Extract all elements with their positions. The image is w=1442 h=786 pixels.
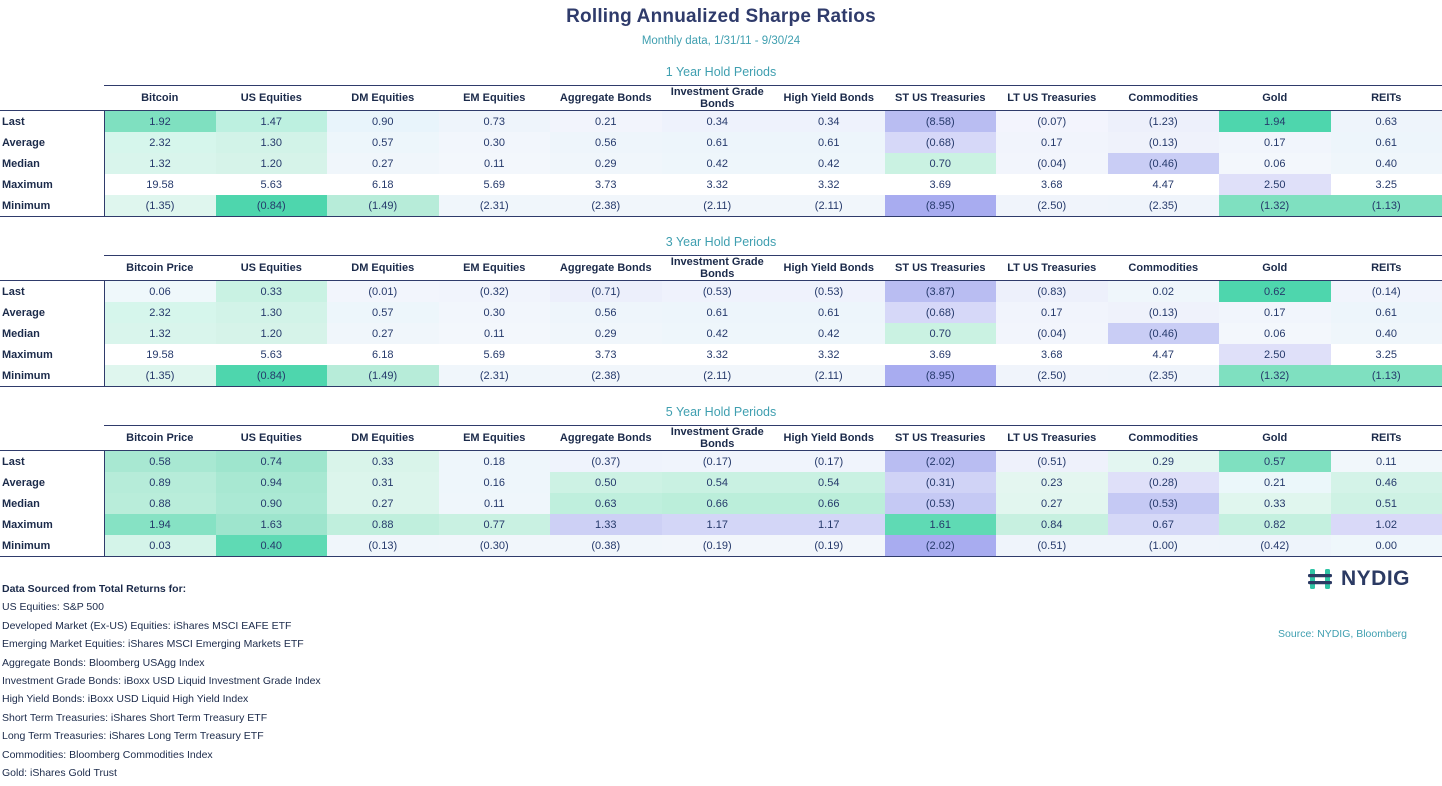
- table-cell: (0.71): [550, 281, 662, 303]
- column-header: EM Equities: [439, 86, 551, 111]
- table-cell: (2.31): [439, 195, 551, 217]
- table-cell: 0.56: [550, 132, 662, 153]
- table-cell: 2.50: [1219, 174, 1331, 195]
- table-cell: 6.18: [327, 344, 439, 365]
- tables-container: [0, 65, 1442, 557]
- hold-period-section: [0, 405, 1442, 557]
- table-cell: 0.06: [1219, 153, 1331, 174]
- table-cell: (0.17): [773, 451, 885, 473]
- source-line: Commodities: Bloomberg Commodities Index: [2, 748, 213, 761]
- column-header: Commodities: [1108, 256, 1220, 281]
- table-cell: (0.84): [216, 195, 328, 217]
- table-cell: (2.31): [439, 365, 551, 387]
- table-cell: 2.50: [1219, 344, 1331, 365]
- table-cell: 5.63: [216, 174, 328, 195]
- table-cell: (0.68): [885, 302, 997, 323]
- table-cell: (1.23): [1108, 111, 1220, 133]
- table-cell: 1.30: [216, 302, 328, 323]
- table-cell: 0.17: [1219, 132, 1331, 153]
- row-label: Average: [0, 472, 104, 493]
- table-cell: (0.51): [996, 451, 1108, 473]
- table-cell: 0.31: [327, 472, 439, 493]
- section-title: 1 Year Hold Periods: [665, 65, 777, 79]
- column-header: DM Equities: [327, 426, 439, 451]
- table-cell: (0.04): [996, 153, 1108, 174]
- table-cell: 0.50: [550, 472, 662, 493]
- table-cell: 0.33: [1219, 493, 1331, 514]
- table-cell: (1.49): [327, 365, 439, 387]
- table-cell: 0.27: [327, 493, 439, 514]
- table-cell: 0.11: [439, 323, 551, 344]
- table-corner: [0, 86, 104, 111]
- table-cell: (1.13): [1331, 365, 1442, 387]
- table-cell: (0.31): [885, 472, 997, 493]
- table-cell: 3.32: [773, 344, 885, 365]
- column-header: Gold: [1219, 426, 1331, 451]
- table-cell: 0.03: [104, 535, 216, 557]
- sharpe-ratio-table: [0, 85, 1442, 217]
- table-cell: 1.32: [104, 153, 216, 174]
- table-cell: 0.66: [662, 493, 774, 514]
- table-cell: (1.35): [104, 365, 216, 387]
- table-cell: (2.11): [662, 365, 774, 387]
- section-title: 5 Year Hold Periods: [665, 405, 777, 419]
- nydig-logo: [1307, 566, 1410, 592]
- table-cell: 0.90: [216, 493, 328, 514]
- table-cell: (0.46): [1108, 323, 1220, 344]
- table-cell: (1.13): [1331, 195, 1442, 217]
- table-cell: 0.61: [662, 302, 774, 323]
- table-cell: 0.33: [327, 451, 439, 473]
- table-cell: 0.11: [1331, 451, 1442, 473]
- table-cell: 0.21: [1219, 472, 1331, 493]
- table-cell: 0.23: [996, 472, 1108, 493]
- table-cell: 0.84: [996, 514, 1108, 535]
- table-row: [0, 302, 1442, 323]
- table-cell: (0.07): [996, 111, 1108, 133]
- table-cell: 19.58: [104, 174, 216, 195]
- table-cell: 0.57: [327, 302, 439, 323]
- table-cell: 0.77: [439, 514, 551, 535]
- table-cell: 0.30: [439, 302, 551, 323]
- page-title: Rolling Annualized Sharpe Ratios: [566, 6, 876, 27]
- table-cell: 19.58: [104, 344, 216, 365]
- column-header: High Yield Bonds: [773, 426, 885, 451]
- table-cell: 0.62: [1219, 281, 1331, 303]
- table-cell: (0.19): [773, 535, 885, 557]
- table-corner: [0, 256, 104, 281]
- column-header: EM Equities: [439, 256, 551, 281]
- table-cell: 0.70: [885, 153, 997, 174]
- table-cell: 0.94: [216, 472, 328, 493]
- table-cell: 0.29: [1108, 451, 1220, 473]
- table-row: [0, 493, 1442, 514]
- table-cell: 0.00: [1331, 535, 1442, 557]
- column-header: REITs: [1331, 256, 1442, 281]
- column-header: EM Equities: [439, 426, 551, 451]
- column-header: Bitcoin: [104, 86, 216, 111]
- table-cell: (0.04): [996, 323, 1108, 344]
- table-cell: (0.83): [996, 281, 1108, 303]
- table-cell: 0.46: [1331, 472, 1442, 493]
- table-cell: 0.40: [1331, 153, 1442, 174]
- table-row: [0, 132, 1442, 153]
- table-cell: 5.69: [439, 174, 551, 195]
- table-cell: 1.63: [216, 514, 328, 535]
- table-row: [0, 514, 1442, 535]
- column-header: LT US Treasuries: [996, 256, 1108, 281]
- table-cell: 0.70: [885, 323, 997, 344]
- table-cell: 0.34: [773, 111, 885, 133]
- table-cell: 0.42: [773, 153, 885, 174]
- column-header: REITs: [1331, 86, 1442, 111]
- column-header: DM Equities: [327, 86, 439, 111]
- table-cell: 1.47: [216, 111, 328, 133]
- column-header: Bitcoin Price: [104, 256, 216, 281]
- source-line: High Yield Bonds: iBoxx USD Liquid High Yield Index: [2, 693, 249, 706]
- column-header: DM Equities: [327, 256, 439, 281]
- table-cell: 3.32: [662, 174, 774, 195]
- table-cell: (0.13): [327, 535, 439, 557]
- table-cell: 0.33: [216, 281, 328, 303]
- table-cell: (2.50): [996, 365, 1108, 387]
- table-cell: 0.06: [1219, 323, 1331, 344]
- table-cell: (8.95): [885, 365, 997, 387]
- table-cell: 0.66: [773, 493, 885, 514]
- table-cell: (1.35): [104, 195, 216, 217]
- table-cell: 0.61: [773, 302, 885, 323]
- column-header: LT US Treasuries: [996, 86, 1108, 111]
- table-cell: 1.32: [104, 323, 216, 344]
- table-cell: 0.51: [1331, 493, 1442, 514]
- column-header: ST US Treasuries: [885, 86, 997, 111]
- table-cell: 1.17: [662, 514, 774, 535]
- column-header: Commodities: [1108, 426, 1220, 451]
- table-row: [0, 535, 1442, 557]
- table-cell: 0.27: [327, 153, 439, 174]
- table-cell: 0.27: [327, 323, 439, 344]
- row-label: Average: [0, 132, 104, 153]
- table-cell: (0.14): [1331, 281, 1442, 303]
- column-header: REITs: [1331, 426, 1442, 451]
- table-cell: (2.35): [1108, 195, 1220, 217]
- hold-period-section: [0, 65, 1442, 217]
- row-label: Minimum: [0, 535, 104, 557]
- table-row: [0, 153, 1442, 174]
- table-cell: 4.47: [1108, 174, 1220, 195]
- page-subtitle: Monthly data, 1/31/11 - 9/30/24: [641, 35, 801, 47]
- table-row: [0, 111, 1442, 133]
- table-cell: 3.25: [1331, 344, 1442, 365]
- table-cell: (2.38): [550, 195, 662, 217]
- table-cell: 0.11: [439, 153, 551, 174]
- table-cell: 0.29: [550, 323, 662, 344]
- table-cell: (8.95): [885, 195, 997, 217]
- table-cell: 0.74: [216, 451, 328, 473]
- table-cell: 0.17: [1219, 302, 1331, 323]
- table-cell: (2.38): [550, 365, 662, 387]
- table-row: [0, 281, 1442, 303]
- table-cell: 1.92: [104, 111, 216, 133]
- table-cell: (1.32): [1219, 195, 1331, 217]
- table-cell: 2.32: [104, 132, 216, 153]
- column-header: Investment Grade Bonds: [662, 426, 774, 451]
- table-cell: (0.51): [996, 535, 1108, 557]
- column-header: ST US Treasuries: [885, 426, 997, 451]
- table-cell: 0.54: [773, 472, 885, 493]
- row-label: Maximum: [0, 514, 104, 535]
- table-cell: (2.50): [996, 195, 1108, 217]
- table-cell: 0.40: [216, 535, 328, 557]
- column-header: High Yield Bonds: [773, 86, 885, 111]
- table-cell: 1.33: [550, 514, 662, 535]
- source-line: Aggregate Bonds: Bloomberg USAgg Index: [2, 656, 205, 669]
- table-cell: (0.01): [327, 281, 439, 303]
- table-cell: 0.90: [327, 111, 439, 133]
- table-cell: 0.16: [439, 472, 551, 493]
- table-row: [0, 451, 1442, 473]
- table-cell: 0.54: [662, 472, 774, 493]
- table-cell: 1.30: [216, 132, 328, 153]
- table-cell: 0.73: [439, 111, 551, 133]
- table-cell: (0.37): [550, 451, 662, 473]
- column-header: Aggregate Bonds: [550, 426, 662, 451]
- table-cell: 0.61: [773, 132, 885, 153]
- table-cell: 3.73: [550, 174, 662, 195]
- table-row: [0, 365, 1442, 387]
- source-line: Investment Grade Bonds: iBoxx USD Liquid Investment Grade Index: [2, 675, 321, 688]
- table-cell: 0.61: [662, 132, 774, 153]
- column-header: US Equities: [216, 86, 328, 111]
- table-cell: (0.84): [216, 365, 328, 387]
- hold-period-section: [0, 235, 1442, 387]
- data-sources: [2, 580, 321, 782]
- table-row: [0, 472, 1442, 493]
- row-label: Maximum: [0, 344, 104, 365]
- table-cell: 0.82: [1219, 514, 1331, 535]
- table-cell: 2.32: [104, 302, 216, 323]
- table-cell: (2.11): [662, 195, 774, 217]
- column-header: Bitcoin Price: [104, 426, 216, 451]
- table-cell: (0.46): [1108, 153, 1220, 174]
- table-cell: (1.49): [327, 195, 439, 217]
- table-row: [0, 323, 1442, 344]
- table-cell: 0.27: [996, 493, 1108, 514]
- column-header: Gold: [1219, 86, 1331, 111]
- row-label: Median: [0, 493, 104, 514]
- table-cell: (3.87): [885, 281, 997, 303]
- row-label: Average: [0, 302, 104, 323]
- nydig-mark-icon: [1307, 566, 1333, 592]
- row-label: Last: [0, 111, 104, 133]
- table-cell: 3.32: [773, 174, 885, 195]
- table-cell: 1.61: [885, 514, 997, 535]
- source-line: Gold: iShares Gold Trust: [2, 767, 117, 780]
- table-cell: (0.42): [1219, 535, 1331, 557]
- column-header: Gold: [1219, 256, 1331, 281]
- sharpe-ratio-table: [0, 255, 1442, 387]
- table-cell: 3.25: [1331, 174, 1442, 195]
- table-cell: (0.53): [773, 281, 885, 303]
- table-cell: 3.68: [996, 344, 1108, 365]
- source-line: Short Term Treasuries: iShares Short Term Treasury ETF: [2, 711, 268, 724]
- column-header: Aggregate Bonds: [550, 86, 662, 111]
- table-cell: 0.29: [550, 153, 662, 174]
- table-cell: 0.61: [1331, 302, 1442, 323]
- table-cell: 1.94: [1219, 111, 1331, 133]
- table-cell: 0.88: [327, 514, 439, 535]
- table-cell: 0.67: [1108, 514, 1220, 535]
- column-header: High Yield Bonds: [773, 256, 885, 281]
- table-cell: (0.28): [1108, 472, 1220, 493]
- table-cell: 1.94: [104, 514, 216, 535]
- table-row: [0, 195, 1442, 217]
- table-cell: 0.17: [996, 132, 1108, 153]
- column-header: Investment Grade Bonds: [662, 86, 774, 111]
- table-cell: (0.32): [439, 281, 551, 303]
- table-cell: (2.35): [1108, 365, 1220, 387]
- row-label: Median: [0, 153, 104, 174]
- row-label: Minimum: [0, 365, 104, 387]
- table-cell: (0.38): [550, 535, 662, 557]
- table-cell: 3.68: [996, 174, 1108, 195]
- column-header: US Equities: [216, 426, 328, 451]
- row-label: Last: [0, 451, 104, 473]
- nydig-logo-text: NYDIG: [1340, 567, 1410, 590]
- table-cell: 0.40: [1331, 323, 1442, 344]
- row-label: Minimum: [0, 195, 104, 217]
- table-cell: 3.73: [550, 344, 662, 365]
- table-cell: 0.42: [773, 323, 885, 344]
- table-cell: (0.68): [885, 132, 997, 153]
- table-cell: (0.19): [662, 535, 774, 557]
- column-header: Investment Grade Bonds: [662, 256, 774, 281]
- table-cell: (2.11): [773, 195, 885, 217]
- table-cell: 0.63: [550, 493, 662, 514]
- table-cell: 4.47: [1108, 344, 1220, 365]
- table-cell: 0.63: [1331, 111, 1442, 133]
- row-label: Last: [0, 281, 104, 303]
- source-line: Emerging Market Equities: iShares MSCI Emerging Markets ETF: [2, 638, 304, 651]
- table-cell: 0.06: [104, 281, 216, 303]
- sources-heading: Data Sourced from Total Returns for:: [2, 583, 187, 595]
- column-header: LT US Treasuries: [996, 426, 1108, 451]
- table-row: [0, 174, 1442, 195]
- table-cell: (2.02): [885, 451, 997, 473]
- table-cell: (0.30): [439, 535, 551, 557]
- table-cell: (0.13): [1108, 302, 1220, 323]
- table-cell: 1.20: [216, 153, 328, 174]
- table-cell: 0.56: [550, 302, 662, 323]
- table-cell: (1.32): [1219, 365, 1331, 387]
- table-cell: 0.61: [1331, 132, 1442, 153]
- table-cell: 0.42: [662, 323, 774, 344]
- table-cell: (0.53): [885, 493, 997, 514]
- source-line: Developed Market (Ex-US) Equities: iShares MSCI EAFE ETF: [2, 619, 292, 632]
- table-cell: 1.02: [1331, 514, 1442, 535]
- table-cell: 1.17: [773, 514, 885, 535]
- table-cell: (2.02): [885, 535, 997, 557]
- source-line: Long Term Treasuries: iShares Long Term Treasury ETF: [2, 730, 264, 743]
- table-cell: (0.17): [662, 451, 774, 473]
- section-title: 3 Year Hold Periods: [665, 235, 777, 249]
- table-cell: 0.88: [104, 493, 216, 514]
- source-line: US Equities: S&P 500: [2, 601, 104, 614]
- table-cell: (8.58): [885, 111, 997, 133]
- table-cell: 0.58: [104, 451, 216, 473]
- table-cell: 0.42: [662, 153, 774, 174]
- sharpe-ratio-table: [0, 425, 1442, 557]
- table-cell: (1.00): [1108, 535, 1220, 557]
- table-cell: 0.17: [996, 302, 1108, 323]
- table-cell: 0.34: [662, 111, 774, 133]
- table-cell: 5.69: [439, 344, 551, 365]
- table-cell: 3.69: [885, 174, 997, 195]
- table-cell: 0.21: [550, 111, 662, 133]
- table-cell: (2.11): [773, 365, 885, 387]
- column-header: Commodities: [1108, 86, 1220, 111]
- table-cell: 1.20: [216, 323, 328, 344]
- column-header: US Equities: [216, 256, 328, 281]
- table-row: [0, 344, 1442, 365]
- table-cell: 6.18: [327, 174, 439, 195]
- table-cell: 0.57: [1219, 451, 1331, 473]
- table-cell: 0.11: [439, 493, 551, 514]
- table-cell: 0.89: [104, 472, 216, 493]
- table-cell: 0.02: [1108, 281, 1220, 303]
- source-note: Source: NYDIG, Bloomberg: [1278, 628, 1407, 640]
- table-cell: (0.13): [1108, 132, 1220, 153]
- table-cell: 3.69: [885, 344, 997, 365]
- table-cell: 0.30: [439, 132, 551, 153]
- table-cell: (0.53): [662, 281, 774, 303]
- column-header: Aggregate Bonds: [550, 256, 662, 281]
- row-label: Median: [0, 323, 104, 344]
- table-cell: 0.57: [327, 132, 439, 153]
- table-cell: 0.18: [439, 451, 551, 473]
- row-label: Maximum: [0, 174, 104, 195]
- table-corner: [0, 426, 104, 451]
- table-cell: (0.53): [1108, 493, 1220, 514]
- column-header: ST US Treasuries: [885, 256, 997, 281]
- table-cell: 3.32: [662, 344, 774, 365]
- table-cell: 5.63: [216, 344, 328, 365]
